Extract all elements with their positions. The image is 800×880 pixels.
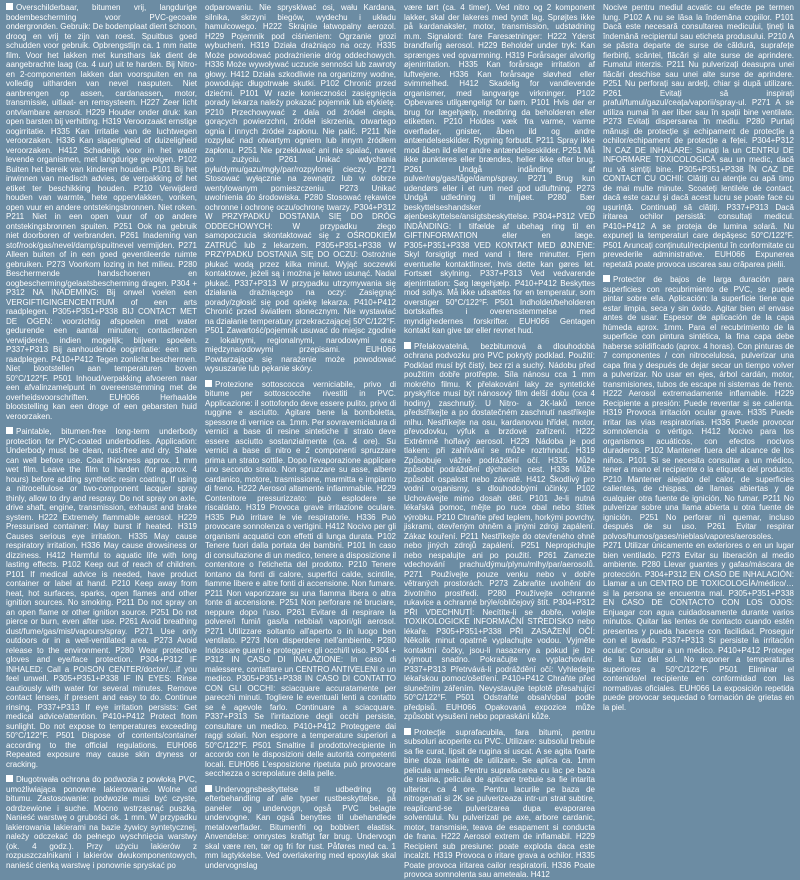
- text-column-3: [404, 3, 595, 879]
- block-text: Protezione sottoscocca verniciabile, privo di bitume per sottoscocche rivestiti in PVC. Applicazione: il sottofondo deve essere pulito, privo di ruggine e asciutto. Agitare bene la bomboletta, spessore di vernice ca. 1mm. Per sovraverniciatura di vernici a base di resine sintetiche il strato deve essere asciutto sostanzialmente (ca. 4 ore). Su vernici a base di nitro e 2 componenti spruzzare prima un strato sottile. Dopo l'evaporazione applicare uno secondo strato. Non spruzzare su asse, albero cardanico, motore, trasmissione, marmitta e impianto di freno. H222 Aerosol altamente infiammabile. H229 Contenitore pressurizzato: può esplodere se riscaldato. H319 Provoca grave irritazione oculare. H335 Può irritare le vie respiratorie. H336 Può provocare sonnolenza o vertigini. H412 Nocivo per gli organismi acquatici con effetti di lunga durata. P102 Tenere fuori dalla portata dei bambini. P101 In caso di consultazione di un medico, tenere a disposizione il contenitore o l'etichetta del prodotto. P210 Tenere lontano da fonti di calore, superfici calde, scintille, fiamme libere e altre fonti di accensione. Non fumare. P211 Non vaporizzare su una fiamma libera o altra fonte di accensione. P251 Non perforare né bruciare, neppure dopo l'uso. P261 Evitare di respirare la polvere/i fumi/i gas/la nebbia/i vapori/gli aerosol. P271 Utilizzare soltanto all'aperto o in luogo ben ventilato. P273 Non disperdere nell'ambiente. P280 Indossare guanti e proteggere gli occhi/il viso. P304 + P312 IN CASO DI INALAZIONE: In caso di malessere, contattare un CENTRO ANTIVELENI o un medico. P305+P351+P338 IN CASO DI CONTATTO CON GLI OCCHI: sciacquare accuratamente per parecchi minuti. Togliere le eventuali lenti a contatto se è agevole farlo. Continuare a sciacquare. P337+P313 Se l'irritazione degli occhi persiste, consultare un medico. P410+P412 Proteggere dai raggi solari. Non esporre a temperature superiori a 50°C/122°F. P501 Smaltire il prodotto/recipiente in accordo con le disposizioni delle autorità competenti locali. EUH066 L'esposizione ripetuta può provocare secchezza o screpolature della pelle.: [205, 379, 396, 778]
- language-marker-icon: [6, 775, 13, 782]
- text-block-english: [6, 427, 197, 769]
- text-block-czech: [404, 342, 595, 722]
- text-block-italian: [205, 380, 396, 779]
- text-block-danish-cont: [404, 3, 595, 336]
- language-marker-icon: [404, 342, 411, 349]
- block-text: Přelakovatelná, bezbitumová a dlouhodobá ochrana podvozku pro PVC pokrytý podklad. Použití: Podklad musí být čistý, bez rzi a suchý. Nádobu před použitím dobře protřepte. Síla nánosu cca 1 mm mokrého filmu. K přelakování laky ze syntetické pryskyřice musí být nánosový film delší dobu (cca 4 hodiny) zaschnutý. U Nitro- a 2K-laků tence předstříkejte a po dostatečném zaschnutí nastříkejte mlhu. Nestříkejte na osu, kardanovou hřídel, motor, převodovku, výfuk a brzdové zařízení. H222 Extrémně hořlavý aerosol. H229 Nádoba je pod tlakem: při zahřívání se může roztrhnout. H319 Způsobuje vážné podráždění očí. H335 Může způsobit podráždění dýchacích cest. H336 Může způsobit ospalost nebo závratě. H412 Škodlivý pro vodní organismy, s dlouhodobými účinky. P102 Uchovávejte mimo dosah dětí. P101 Je-li nutná lékařská pomoc, mějte po ruce obal nebo štítek výrobku. P210 Chraňte před teplem, horkými povrchy, jiskrami, otevřeným ohněm a jinými zdroji zapálení. Zákaz kouření. P211 Nestříkejte do otevřeného ohně nebo jiných zdrojů zapálení. P251 Nepropichujte nebo nespalujte ani po použití. P261 Zamezte vdechování prachu/dýmu/plynu/mlhy/par/aerosolů. P271 Používejte pouze venku nebo v dobře větraných prostorách. P273 Zabraňte uvolnění do životního prostředí. P280 Používejte ochranné rukavice a ochranné brýle/obličejový štít. P304+P312 PŘI VDECHNUTÍ: Necítíte-li se dobře, volejte TOXIKOLOGICKÉ INFORMAČNÍ STŘEDISKO nebo lékaře. P305+P351+P338 PŘI ZASAŽENÍ OČÍ: Několik minut opatrně vyplachujte vodou. Vyjměte kontaktní čočky, jsou-li nasazeny a pokud je lze vyjmout snadno. Pokračujte ve vyplachování. P337+P313 Přetrvává-li podráždění očí: Vyhledejte lékařskou pomoc/ošetření. P410+P412 Chraňte před slunečním zářením. Nevystavujte teplotě přesahující 50°C/122°F. P501 Odstraňte obsah/obal podle předpisů. EUH066 Opakovaná expozice může způsobit vysušení nebo popraskání kůže.: [404, 341, 595, 721]
- block-text: Protecție suprafacubila, fara bitumi, pentru subsoluri acoperite cu PVC. Utilizare: subsolul trebuie sa fie curat, lipsit de rugina si uscat. A se agita foarte bine doza inainte de utilizare. Se aplica ca. 1mm pelicula umeda. Pentru suprafacarea cu lac pe baza de rasina, pelicula de aplicare trebuie sa fie intarita ulterior, ca 4 ore. Pentru lacurile pe baza de nitrogenati si 2K se pulverizeaza intr-un strat subtire, reaplicand-se pulverizarea dupa evaporarea solventului. Nu pulverizati pe axe, arbore cardanic, motor, transmisie, teava de esapament si conducta de frana. H222 Aerosol extrem de inflamabil. H229 Recipient sub presiune: poate exploda daca este incalzit. H319 Provoca o iritare grava a ochilor. H335 Poate provoca iritarea cailor respiratorii. H336 Poate provoca somnolenta sau ameteala. H412: [404, 727, 595, 879]
- block-text: Długotrwała ochrona do podwozia z powłoką PVC, umożliwiająca ponowne lakierowanie. Wolne od bitumu. Zastosowanie: podwozie musi być czyste, odrdzewione i suche. Mocno wstrząsnąć puszką. Nanieść warstwę o grubości ok. 1 mm. W przypadku lakierowania lakierami na bazie żywicy syntetycznej, należy odczekać do pełnego wyschnięcia warstwy (ok. 4 godz.). Przy użyciu lakierów z rozpuszczalnikami i lakierów dwukomponentowych, nanieść cienką warstwę i ponownie spryskać po: [6, 775, 197, 870]
- text-column-1: [6, 3, 197, 870]
- text-block-dutch: [6, 3, 197, 421]
- block-text: være tørt (ca. 4 timer). Ved nitro og 2 komponent lakker, skal der lakeres med tyndt lag. Sprøjtes ikke på kardanaksler, motor, transmission, udstødning m.m. Signalord: fare Faresætninger: H222 Yderst brandfarlig aerosol. H229 Beholder under tryk: Kan sprænges ved opvarmning. H319 Forårsager alvorlig øjenirritation. H335 Kan forårsage irritation af luftvejene. H336 Kan forårsage sløvhed eller svimmelhed. H412 Skadelig for vandlevende organismer, med langvarige virkninger. P102 Opbevares utilgængeligt for børn. P101 Hvis der er brug for lægehjælp, medbring da beholderen eller etiketten. P210 Holdes væk fra varme, varme overflader, gnister, åben ild og andre antændelseskilder. Rygning forbudt. P211 Spray ikke mod åben ild eller andre antændelseskilder. P251 Må ikke punkteres eller brændes, heller ikke efter brug. P261 Undgå indånding af pulver/røg/gas/tåge/damp/spray. P271 Brug kun udendørs eller i et rum med god udluftning. P273 Undgå udledning til miljøet. P280 Bær beskyttelseshandsker og øjenbeskyttelse/ansigtsbeskyttelse. P304+P312 VED INDÅNDING: I tilfælde af ubehag ring til en GIFTINFORMATION eller en læge. P305+P351+P338 VED KONTAKT MED ØJNENE: Skyl forsigtigt med vand i flere minutter. Fjern eventuelle kontaktlinser, hvis dette kan gøres let. Fortsæt skylning. P337+P313 Ved vedvarende øjenirritation: Søg lægehjælp. P410+P412 Beskyttes mod sollys. Må ikke udsættes for en temperatur, som overstiger 50°C/122°F. P501 Indholdet/beholderen bortskaffes i overensstemmelse med myndighedernes forskrifter. EUH066 Gentagen kontakt kan give tør eller revnet hud.: [404, 3, 595, 335]
- language-marker-icon: [603, 275, 610, 282]
- text-block-romanian-cont: [603, 3, 794, 269]
- text-column-4: [603, 3, 794, 800]
- text-block-spanish: [603, 275, 794, 712]
- language-marker-icon: [205, 380, 212, 387]
- block-text: Paintable, bitumen-free long-term underbody protection for PVC-coated underbodies. Application: Underbody must be clean, rust-free and dry. Shake can well before use. Coat thickness approx. 1 mm wet film. Leave the film to harden (for approx. 4 hours) before adding synthetic resin coating. If using a nitrocellulose or two-component lacquer spray thinly, allow to dry and respray. Do not spray on axle, drive shaft, engine, transmission, exhaust and brake system. H222 Extremely flammable aerosol. H229 Pressurised container: May burst if heated. H319 Causes serious eye irritation. H335 May cause respiratory irritation. H336 May cause drowsiness or dizziness. H412 Harmful to aquatic life with long lasting effects. P102 Keep out of reach of children. P101 If medical advice is needed, have product container or label at hand. P210 Keep away from heat, hot surfaces, sparks, open flames and other ignition sources. No smoking. P211 Do not spray on an open flame or other ignition source. P251 Do not pierce or burn, even after use. P261 Avoid breathing dust/fume/gas/mist/vapours/spray. P271 Use only outdoors or in a well-ventilated area. P273 Avoid release to the environment. P280 Wear protective gloves and eye/face protection. P304+P312 IF INHALED: Call a POISON CENTER/doctor/…if you feel unwell. P305+P351+P338 IF IN EYES: Rinse cautiously with water for several minutes. Remove contact lenses, if present and easy to do. Continue rinsing. P337+P313 If eye irritation persists: Get medical advice/attention. P410+P412 Protect from sunlight. Do not expose to temperatures exceeding 50°C/122°F. P501 Dispose of contents/container according to the official regulations. EUH066 Repeated exposure may cause skin dryness or cracking.: [6, 427, 197, 769]
- text-block-romanian: [404, 728, 595, 880]
- block-text: Nocive pentru mediul acvatic cu efecte pe termen lung. P102 A nu se lăsa la îndemâna copiilor. P101 Dacă este necesară consultarea medicului, țineți la îndemână recipientul sau eticheta produsului. P210 A se păstra departe de surse de căldură, suprafețe fierbinți, scântei, flăcări și alte surse de aprindere. Fumatul interzis. P211 Nu pulverizați deasupra unei flăcări deschise sau unei alte surse de aprindere. P251 Nu perforați sau ardeți, chiar și după utilizare. P261 Evitați să inspirați praful/fumul/gazul/ceața/vaporii/spray-ul. P271 A se utiliza numai în aer liber sau în spații bine ventilate. P273 Evitați dispersarea în mediu. P280 Purtați mănuși de protecție și echipament de protecție a ochilor/echipament de protecție a feței. P304+P312 ÎN CAZ DE INHALARE: Sunați la un CENTRU DE INFORMARE TOXICOLOGICĂ sau un medic, dacă nu vă simțiți bine. P305+P351+P338 ÎN CAZ DE CONTACT CU OCHII: Clătiți cu atenție cu apă timp de mai multe minute. Scoateți lentilele de contact, dacă este cazul și dacă acest lucru se poate face cu ușurință. Continuați să clătiți. P337+P313 Dacă iritarea ochilor persistă: consultați medicul. P410+P412 A se proteja de lumina solară. Nu expuneți la temperaturi care depășesc 50°C/122°F. P501 Aruncați conținutul/recipientul în conformitate cu prevederile administrative. EUH066 Expunerea repetată poate provoca uscarea sau crăparea pielii.: [603, 3, 794, 269]
- block-text: Undervognsbeskyttelse til udbedring og efterbehandling af alle typer rustbeskyttelse, på paneler og undervogn, også PVC belagte undervogne. Kan også benyttes til ubehandlede metaloverflader. Bitumenfri og bobbiert elastisk. Anvendelse: omrystes kraftigt før brug. Undervogn skal være ren, tør og fri for rust. Påføres med ca. 1 mm lagtykkelse. Ved overlakering med epoxylak skal undervognslag: [205, 784, 396, 870]
- text-block-polish-cont: [205, 3, 396, 374]
- language-marker-icon: [6, 3, 13, 10]
- text-block-polish: [6, 775, 197, 870]
- block-text: odparowaniu. Nie spryskiwać osi, wału Kardana, silnika, skrzyni biegów, wydechu i układu hamulcowego. H222 Skrajnie łatwopalny aerozol. H229 Pojemnik pod ciśnieniem: Ogrzanie grozi wybuchem. H319 Działa drażniąco na oczy. H335 Może powodować podrażnienie dróg oddechowych. H336 Może wywoływać uczucie senności lub zawroty głowy. H412 Działa szkodliwie na organizmy wodne, powodując długotrwałe skutki. P102 Chronić przed dziećmi. P101 W razie konieczności zasięgnięcia porady lekarza należy pokazać pojemnik lub etykietę. P210 Przechowywać z dala od źródeł ciepła, gorących powierzchni, źródeł iskrzenia, otwartego ognia i innych źródeł zapłonu. Nie palić. P211 Nie rozpylać nad otwartym ogniem lub innym źródłem zapłonu. P251 Nie przekłuwać ani nie spalać, nawet po zużyciu. P261 Unikać wdychania pyłu/dymu/gazu/mgły/par/rozpylonej cieczy. P271 Stosować wyłącznie na zewnątrz lub w dobrze wentylowanym pomieszczeniu. P273 Unikać uwolnienia do środowiska. P280 Stosować rękawice ochronne i ochronę oczu/ochronę twarzy. P304+P312 W PRZYPADKU DOSTANIA SIĘ DO DRÓG ODDECHOWYCH: W przypadku złego samopoczucia skontaktować się z OŚRODKIEM ZATRUĆ lub z lekarzem. P305+P351+P338 W PRZYPADKU DOSTANIA SIĘ DO OCZU: Ostrożnie płukać wodą przez kilka minut. Wyjąć soczewki kontaktowe, jeżeli są i można je łatwo usunąć. Nadal płukać. P337+P313 W przypadku utrzymywania się działania drażniącego na oczy: Zasięgnąć porady/zgłosić się pod opiekę lekarza. P410+P412 Chronić przed światłem słonecznym. Nie wystawiać na działanie temperatury przekraczającej 50°C/122°F. P501 Zawartość/pojemnik usuwać do miejsc zgodnie z lokalnymi, regionalnymi, narodowymi oraz międzynarodowymi przepisami. EUH066 Powtarzające się narażenie może powodować wysuszanie lub pękanie skóry.: [205, 3, 396, 373]
- text-column-2: [205, 3, 396, 870]
- language-marker-icon: [205, 785, 212, 792]
- block-text: Protector de bajos de larga duración para superficies con recubrimiento de PVC, se puede pintar sobre ella. Aplicación: la superficie tiene que estar limpia, seca y sin óxido. Agitar bien el envase antes de usar. Espesor de aplicación de la capa húmeda aprox. 1mm. Para el recubrimiento de la superficie con pintura sintética, la fina capa debe haberse solidificado (aprox. 4 horas). Con pinturas de 7 componentes / con nitrocelulosa, pulverizar una capa fina y después de dejar secar un tiempo volver a pulverizar. No usar en ejes, árbol cardán, motor, transmisiones, tubos de escape ni sistemas de freno. H222 Aerosol extremadamente inflamable. H229 Recipiente a presión: Puede reventar si se calienta. H319 Provoca irritación ocular grave. H335 Puede irritar las vías respiratorias. H336 Puede provocar somnolencia o vértigo. H412 Nocivo para los organismos acuáticos, con efectos nocivos duraderos. P102 Mantener fuera del alcance de los niños. P101 Si se necesita consultar a un médico, tener a mano el recipiente o la etiqueta del producto. P210 Mantener alejado del calor, de superficies calientes, de chispas, de llamas abiertas y de cualquier otra fuente de ignición. No fumar. P211 No pulverizar sobre una llama abierta u otra fuente de ignición. P251 No perforar ni quemar, incluso después de su uso. P261 Evitar respirar polvos/humos/gases/nieblas/vapores/aerosoles. P271 Utilizar únicamente en exteriores o en un lugar bien ventilado. P273 Evitar su liberación al medio ambiente. P280 Llevar guantes y gafas/máscara de protección. P304+P312 EN CASO DE INHALACIÓN: Llamar a un CENTRO DE TOXICOLOGÍA/médico/…si la persona se encuentra mal. P305+P351+P338 EN CASO DE CONTACTO CON LOS OJOS: Enjuagar con agua cuidadosamente durante varios minutos. Quitar las lentes de contacto cuando estén presentes y pueda hacerse con facilidad. Proseguir con el lavado. P337+P313 Si persiste la irritación ocular: Consultar a un médico. P410+P412 Proteger de la luz del sol. No exponer a temperaturas superiores a 50°C/122°F. P501 Eliminar el contenido/el recipiente en conformidad con las normativas oficiales. EUH066 La exposición repetida puede provocar sequedad o formación de grietas en la piel.: [603, 275, 794, 712]
- text-block-danish: [205, 785, 396, 871]
- block-text: Overschilderbaar, bitumen vrij, langdurige bodembescherming voor PVC-gecoate ondergronden. Gebruik: De bodemplaat dient schoon, droog en vrij te zijn van roest. Spuitbus goed schudden voor gebruik. Opbrengstlijn ca. 1 mm natte film. Voor het lakken met kunsthars lak dient de aangebrachte laag (ca. 4 uur) uit te harden. Bij Nitro- en 2-componenten lakken dan voorspuiten en na volledig uitharden van nevel nasputen. Niet aanbrengen op assen, cardanassen, motor, transmissie, uitlaat- en remsysteem. H227 Zeer licht ontvlambare aerosol. H229 Houder onder druk: kan open barsten bij verhitting. H319 Veroorzaakt ernstige oogirritatie. H335 Kan irritatie van de luchtwegen veroorzaken. H336 Kan slaperigheid of duizeligheid veroorzaken. H412 Schadelijk voor in het water levende organismen, met langdurige gevolgen. P102 Buiten het bereik van kinderen houden. P101 Bij het inwinnen van medisch advies, de verpakking of het etiket ter beschikking houden. P210 Verwijderd houden van warmte, hete oppervlakken, vonken, open vuur en andere ontstekingsbronnen. Niet roken. P211 Niet in een open vuur of op andere ontstekingsbronnen spuiten. P251 Ook na gebruik niet doorboren of verbranden. P261 Inademing van stof/rook/gas/nevel/damp/spuitnevel vermijden. P271 Alleen buiten of in een goed geventileerde ruimte gebruiken. P273 Voorkom lozing in het milieu. P280 Beschermende handschoenen en oogbescherming/gelaatsbescherming dragen. P304 + P312 NA INADEMING: Bij onwel voelen een VERGIFTIGINGENCENTRUM of een arts raadplegen. P305+P351+P338 BIJ CONTACT MET DE OGEN: voorzichtig afspoelen met water gedurende een aantal minuten; contactlenzen verwijderen, indien mogelijk; blijven spoelen. P337+P313 Bij aanhoudende oogirritatie: een arts raadplegen. P410+P412 Tegen zonlicht beschermen. Niet blootstellen aan temperaturen boven 50°C/122°F. P501 Inhoud/verpakking afvoeren naar een afvalinzamelpunt in overeenstemming met de overheidsvoorschriften. EUH066 Herhaalde blootstelling kan een droge of een gebarsten huid veroorzaken.: [6, 3, 197, 421]
- language-marker-icon: [404, 728, 411, 735]
- language-marker-icon: [6, 427, 13, 434]
